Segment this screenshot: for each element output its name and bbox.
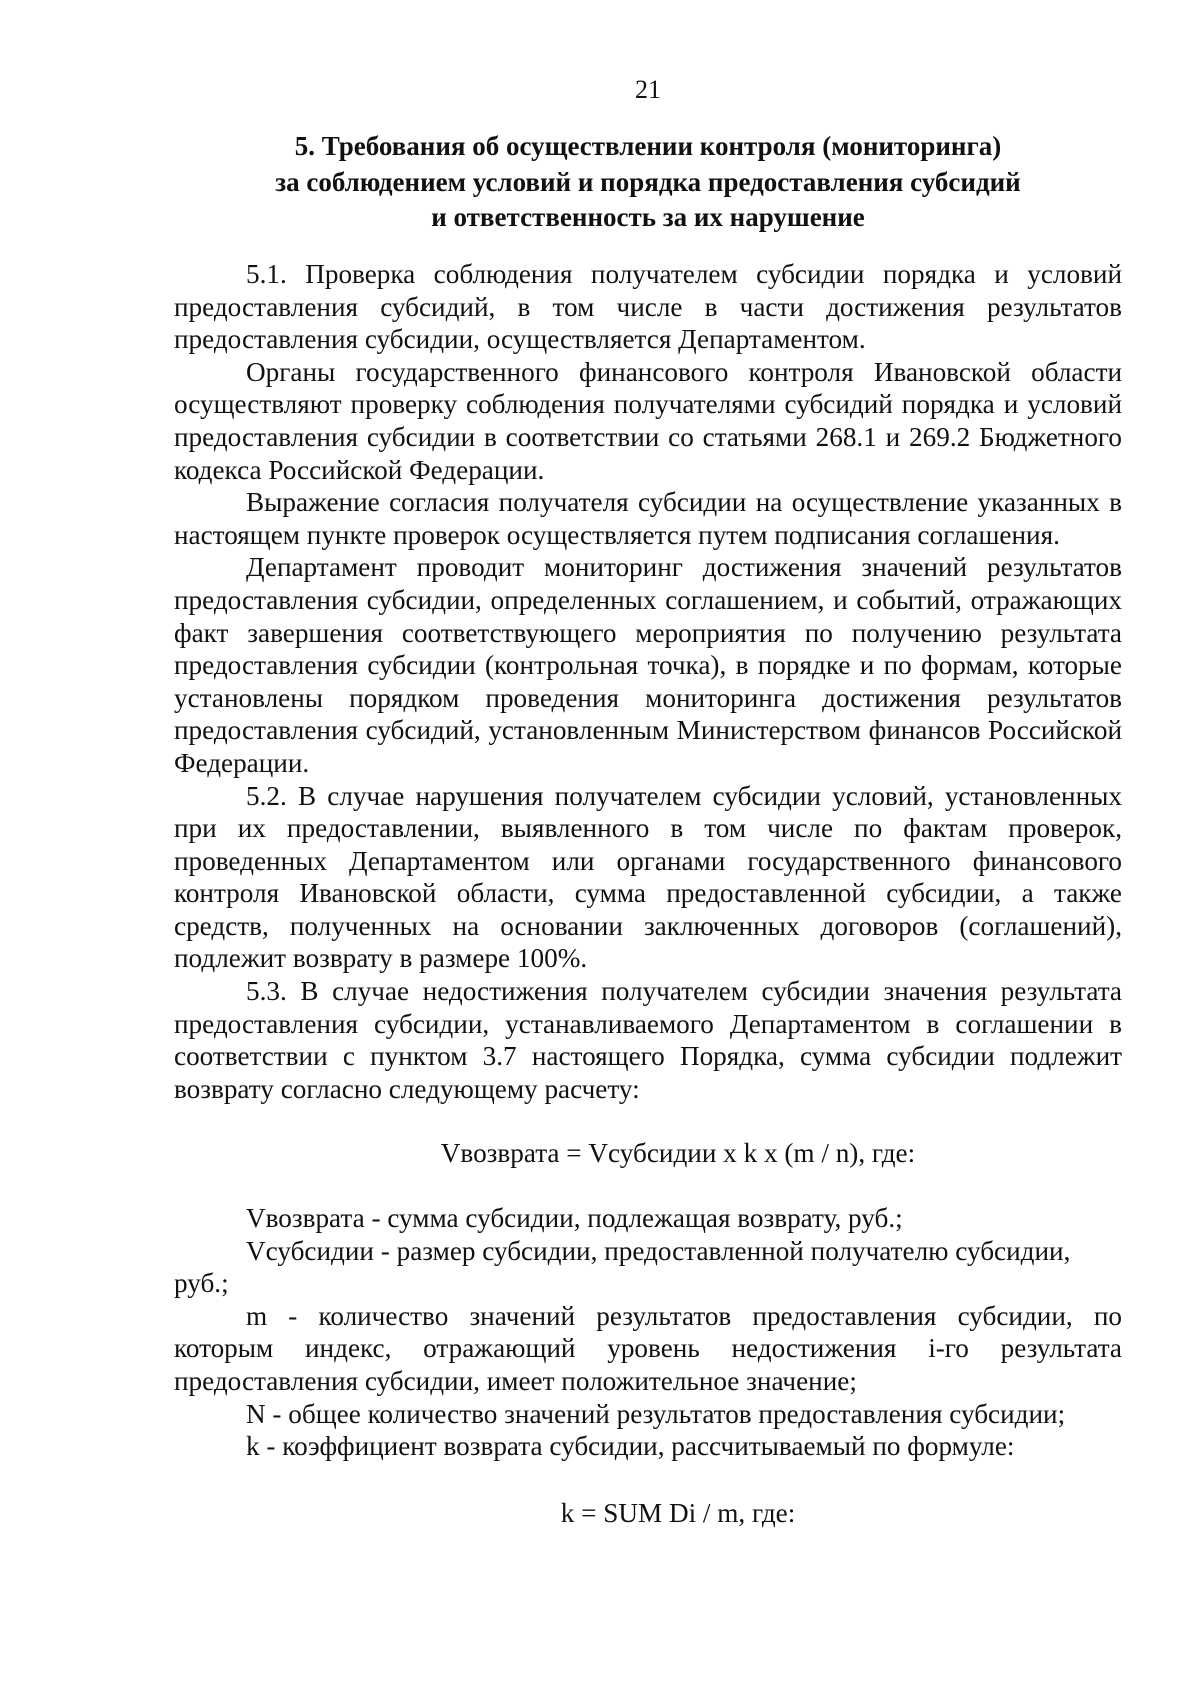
formula-return-amount: Vвозврата = Vсубсидии x k x (m / n), где: bbox=[440, 1138, 916, 1169]
section-title-line: за соблюдением условий и порядка предоставления субсидий bbox=[275, 166, 1021, 197]
definition-v-return: Vвозврата - сумма субсидии, подлежащая возврату, руб.; bbox=[246, 1203, 903, 1234]
definition-n: N - общее количество значений результатов предоставления субсидии; bbox=[246, 1398, 1066, 1429]
page-number: 21 bbox=[635, 75, 661, 104]
paragraph-monitoring: Департамент проводит мониторинг достижения значений результатов предоставления субсидии, определенных соглашением, и событий, отражающих факт завершения соответствующего мероприятия по получению результата предоставления субсидии (контрольная точка), в порядке и по формам, которые установлены порядком проведения мониторинга достижения результатов предоставления субсидий, установленным Министерством финансов Российской Федерации. bbox=[174, 552, 1122, 778]
paragraph-5-3: 5.3. В случае недостижения получателем субсидии значения результата предоставления субсидии, устанавливаемого Департаментом в соглашении в соответствии с пунктом 3.7 настоящего Порядка, сумма субсидии подлежит возврату согласно следующему расчету: bbox=[174, 976, 1122, 1104]
definition-v-subsidy: Vсубсидии - размер субсидии, предоставленной получателю субсидии, bbox=[246, 1235, 1071, 1266]
definition-v-subsidy-unit: руб.; bbox=[174, 1268, 229, 1299]
section-title-line: и ответственность за их нарушение bbox=[431, 202, 865, 232]
paragraph-control-bodies: Органы государственного финансового контроля Ивановской области осуществляют проверку соблюдения получателями субсидий порядка и условий предоставления субсидии в соответствии со статьями 268.1 и 269.2 Бюджетного кодекса Российской Федерации. bbox=[174, 356, 1122, 485]
formula-coefficient-k: k = SUM Di / m, где: bbox=[560, 1497, 796, 1528]
document-body bbox=[174, 258, 1122, 1529]
paragraph-5-2: 5.2. В случае нарушения получателем субсидии условий, установленных при их предоставлении, выявленного в том числе по фактам проверок, проведенных Департаментом или органами государственного финансового контроля Ивановской области, сумма предоставленной субсидии, а также средств, полученных на основании заключенных договоров (соглашений), подлежит возврату в размере 100%. bbox=[174, 780, 1122, 974]
paragraph-5-1: 5.1. Проверка соблюдения получателем субсидии порядка и условий предоставления субсидий, в том числе в части достижения результатов предоставления субсидии, осуществляется Департаментом. bbox=[174, 259, 1122, 355]
section-title bbox=[174, 129, 1122, 236]
definition-k: k - коэффициент возврата субсидии, рассчитываемый по формуле: bbox=[246, 1431, 1015, 1462]
paragraph-consent: Выражение согласия получателя субсидии на осуществление указанных в настоящем пункте проверок осуществляется путем подписания соглашения. bbox=[174, 487, 1122, 550]
section-title-line: 5. Требования об осуществлении контроля (мониторинга) bbox=[294, 131, 1002, 161]
definition-m: m - количество значений результатов предоставления субсидии, по которым индекс, отражающий уровень недостижения i-го результата предоставления субсидии, имеет положительное значение; bbox=[174, 1300, 1123, 1396]
